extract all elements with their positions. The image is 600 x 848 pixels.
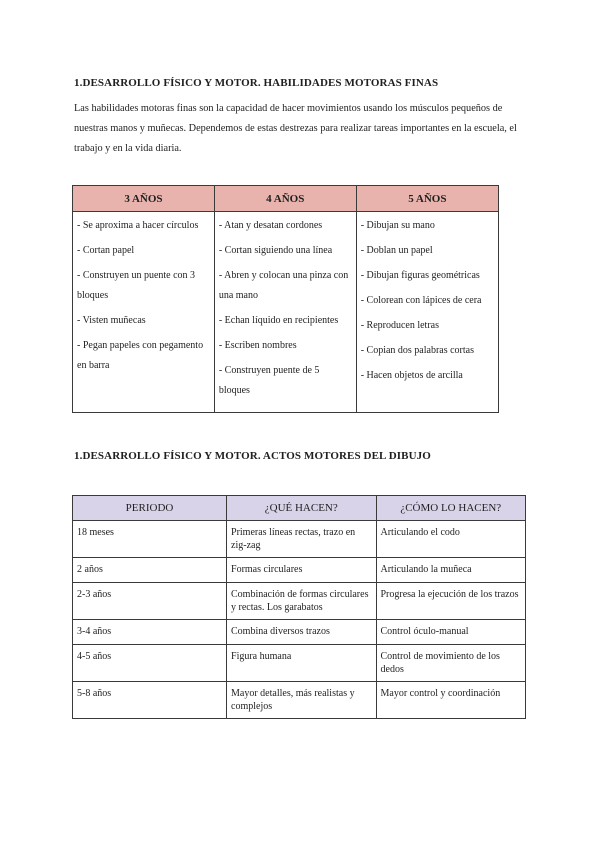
how-cell: Control de movimiento de los dedos — [376, 645, 526, 682]
skills-5-years-cell — [356, 212, 498, 413]
table-row — [73, 682, 526, 719]
header-how: ¿CÓMO LO HACEN? — [376, 496, 526, 521]
list-item: - Construyen un puente con 3 bloques — [77, 270, 196, 301]
header-period: PERIODO — [73, 496, 227, 521]
table-row — [73, 212, 499, 413]
table-row — [73, 558, 526, 583]
how-cell: Articulando el codo — [376, 521, 526, 558]
header-4-years: 4 AÑOS — [214, 186, 356, 212]
section-2-title: 1.DESARROLLO FÍSICO Y MOTOR. ACTOS MOTORES DEL DIBUJO — [74, 450, 431, 462]
table-row — [73, 620, 526, 645]
list-item: - Se aproxima a hacer círculos — [77, 220, 199, 231]
list-item: - Pegan papeles con pegamento en barra — [77, 340, 204, 371]
what-cell: Formas circulares — [227, 558, 376, 583]
list-item: - Cortan siguiendo una línea — [218, 245, 333, 256]
period-cell: 5-8 años — [73, 682, 227, 719]
header-3-years: 3 AÑOS — [73, 186, 215, 212]
list-item: - Dibujan su mano — [360, 220, 435, 231]
drawing-motor-acts-table — [72, 495, 526, 719]
what-cell: Mayor detalles, más realistas y complejos — [227, 682, 376, 719]
list-item: - Colorean con lápices de cera — [360, 295, 482, 306]
period-cell: 2 años — [73, 558, 227, 583]
table-header-row — [73, 496, 526, 521]
list-item: - Reproducen letras — [360, 320, 439, 331]
list-item: - Copian dos palabras cortas — [360, 345, 474, 356]
list-item: - Construyen puente de 5 bloques — [218, 365, 320, 396]
table-row — [73, 645, 526, 682]
period-cell: 3-4 años — [73, 620, 227, 645]
list-item: - Dibujan figuras geométricas — [360, 270, 480, 281]
table-row — [73, 521, 526, 558]
table-row — [73, 583, 526, 620]
list-item: - Hacen objetos de arcilla — [360, 370, 463, 381]
how-cell: Articulando la muñeca — [376, 558, 526, 583]
period-cell: 4-5 años — [73, 645, 227, 682]
skills-4-years-cell — [214, 212, 356, 413]
header-5-years: 5 AÑOS — [356, 186, 498, 212]
what-cell: Combina diversos trazos — [227, 620, 376, 645]
section-1-intro: Las habilidades motoras finas son la capacidad de hacer movimientos usando los músculos pequeños de nuestras manos y muñecas. Dependemos de estas destrezas para realizar tareas importantes en la escuela, el trabajo y en la vida diaria. — [74, 103, 517, 154]
what-cell: Combinación de formas circulares y rectas. Los garabatos — [227, 583, 376, 620]
fine-motor-skills-table — [72, 185, 499, 413]
period-cell: 2-3 años — [73, 583, 227, 620]
how-cell: Progresa la ejecución de los trazos — [376, 583, 526, 620]
how-cell: Mayor control y coordinación — [376, 682, 526, 719]
list-item: - Escriben nombres — [218, 340, 297, 351]
list-item: - Echan líquido en recipientes — [218, 315, 339, 326]
period-cell: 18 meses — [73, 521, 227, 558]
how-cell: Control óculo-manual — [376, 620, 526, 645]
list-item: - Abren y colocan una pinza con una mano — [218, 270, 349, 301]
header-what: ¿QUÉ HACEN? — [227, 496, 376, 521]
list-item: - Visten muñecas — [77, 315, 146, 326]
list-item: - Atan y desatan cordones — [218, 220, 323, 231]
table-header-row — [73, 186, 499, 212]
section-1-title: 1.DESARROLLO FÍSICO Y MOTOR. HABILIDADES MOTORAS FINAS — [74, 77, 439, 89]
skills-3-years-cell — [73, 212, 215, 413]
what-cell: Figura humana — [227, 645, 376, 682]
what-cell: Primeras líneas rectas, trazo en zig-zag — [227, 521, 376, 558]
list-item: - Cortan papel — [77, 245, 135, 256]
list-item: - Doblan un papel — [360, 245, 433, 256]
